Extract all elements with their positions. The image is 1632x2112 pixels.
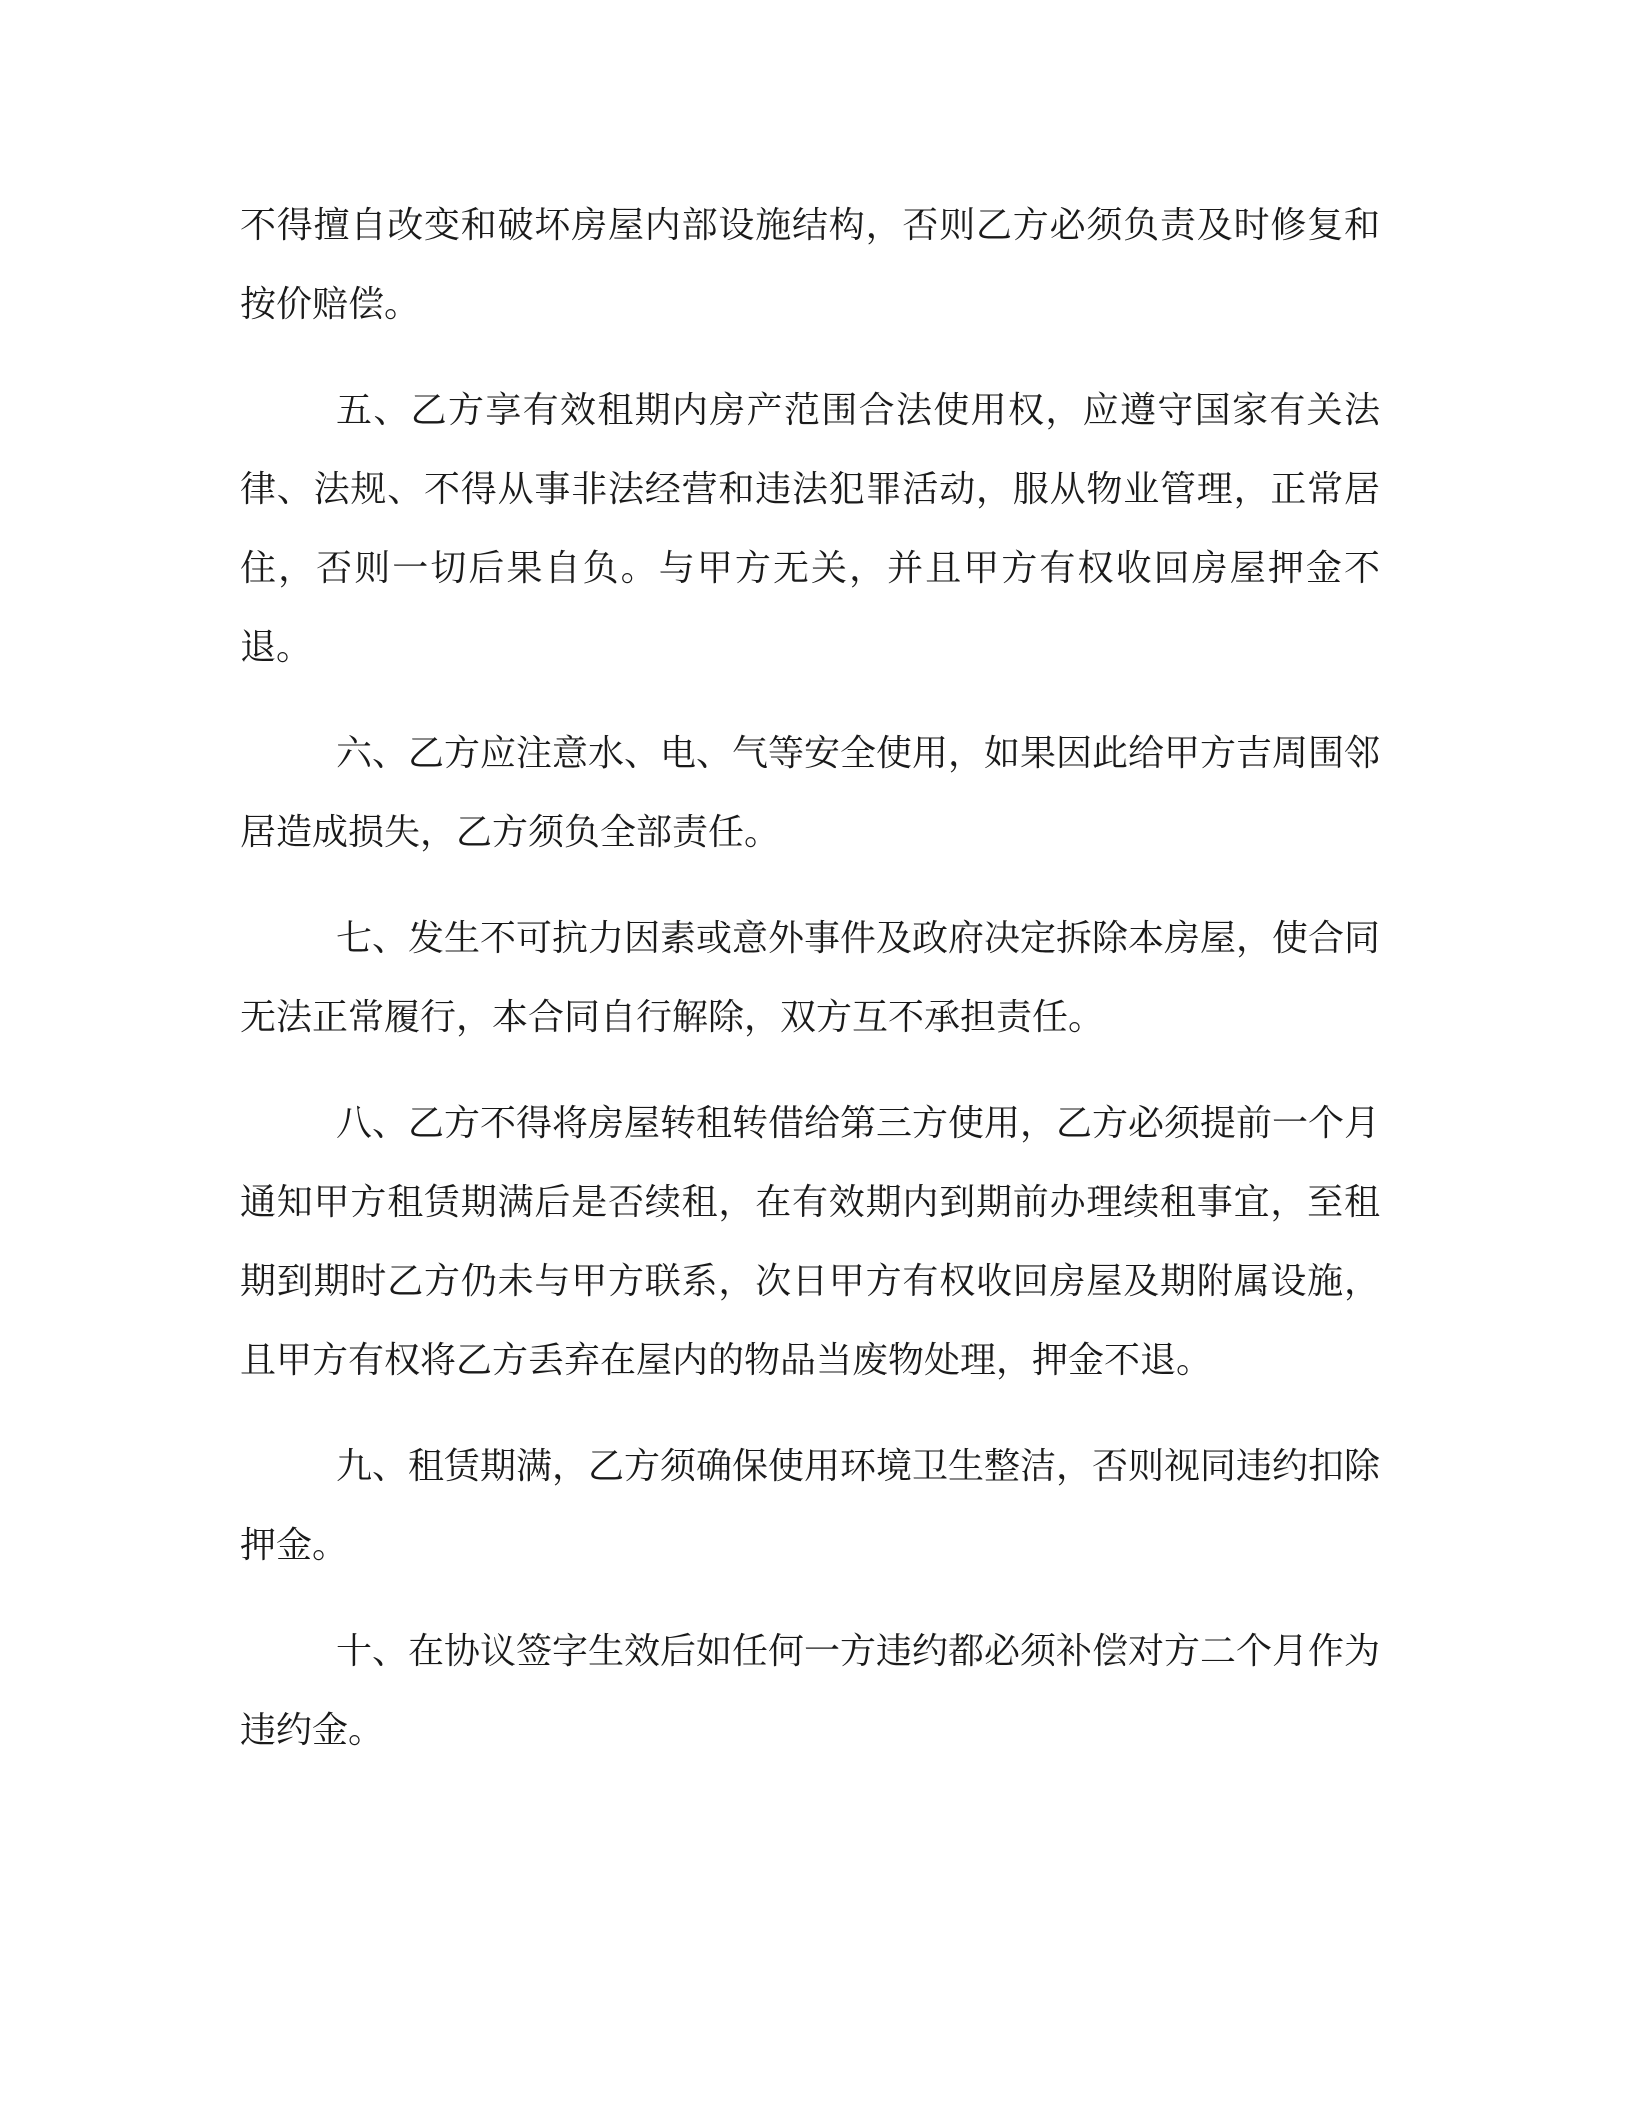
clause-8: 八、乙方不得将房屋转租转借给第三方使用，乙方必须提前一个月通知甲方租赁期满后是否续租，在有效期内到期前办理续租事宜，至租期到期时乙方仍未与甲方联系，次日甲方有权收回房屋及期附属设施，且甲方有权将乙方丢弃在屋内的物品当废物处理，押金不退。 bbox=[240, 1103, 1381, 1381]
contract-body bbox=[240, 186, 1380, 1770]
clause-5: 五、乙方享有效租期内房产范围合法使用权，应遵守国家有关法律、法规、不得从事非法经营和违法犯罪活动，服从物业管理，正常居住，否则一切后果自负。与甲方无关，并且甲方有权收回房屋押金不退。 bbox=[240, 390, 1380, 668]
clause-7: 七、发生不可抗力因素或意外事件及政府决定拆除本房屋，使合同无法正常履行，本合同自行解除，双方互不承担责任。 bbox=[240, 918, 1381, 1038]
clause-6: 六、乙方应注意水、电、气等安全使用，如果因此给甲方吉周围邻居造成损失，乙方须负全部责任。 bbox=[240, 733, 1381, 853]
clause-10: 十、在协议签字生效后如任何一方违约都必须补偿对方二个月作为违约金。 bbox=[240, 1631, 1381, 1751]
clause-9: 九、租赁期满，乙方须确保使用环境卫生整洁，否则视同违约扣除押金。 bbox=[240, 1446, 1381, 1566]
paragraph-continuation: 不得擅自改变和破坏房屋内部设施结构，否则乙方必须负责及时修复和按价赔偿。 bbox=[240, 205, 1380, 325]
